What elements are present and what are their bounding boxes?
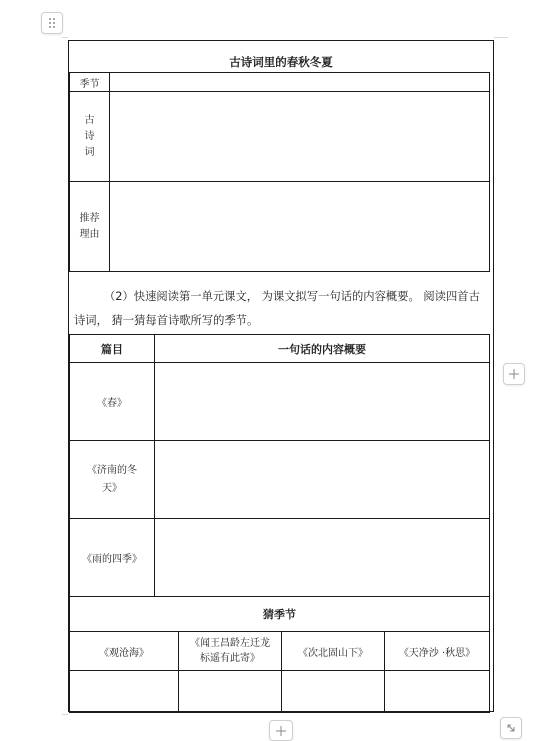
poem-title-cell [282, 632, 385, 671]
text-title-line: 天》 [102, 482, 122, 494]
poem-title-line: 《观沧海》 [99, 647, 149, 659]
drag-handle-icon [48, 17, 56, 29]
text-title-line: 《春》 [97, 398, 127, 409]
poem-label-char: 词 [84, 146, 95, 158]
text-title-cell [70, 363, 155, 441]
summary-input-cell[interactable] [155, 519, 490, 597]
season-answer-cell[interactable] [385, 671, 490, 713]
drag-handle-button[interactable] [41, 12, 63, 34]
season-answer-cell[interactable] [179, 671, 282, 713]
col-header-title: 篇目 [70, 335, 155, 363]
resize-icon [506, 723, 516, 733]
text-summary-table [69, 334, 490, 597]
document-table-frame [68, 40, 494, 712]
reason-input-cell[interactable] [110, 182, 490, 272]
plus-icon [276, 726, 286, 736]
poem-label-char: 古 [84, 114, 95, 126]
table3-title: 猜季节 [70, 597, 490, 632]
guess-season-table [69, 596, 490, 713]
poem-season-table [69, 72, 490, 272]
poem-title-line: 《次北固山下》 [298, 647, 368, 659]
poem-input-cell[interactable] [110, 92, 490, 182]
poem-title-line: 《闻王昌龄左迁龙 [190, 638, 270, 649]
poem-label-char: 诗 [84, 130, 95, 142]
season-answer-cell[interactable] [70, 671, 179, 713]
poem-title-line: 标遥有此寄》 [200, 653, 260, 664]
resize-handle-button[interactable] [500, 717, 522, 739]
reason-label-line: 推荐 [79, 212, 100, 224]
text-title-cell [70, 519, 155, 597]
season-input-cell[interactable] [110, 73, 490, 92]
instruction-paragraph [74, 285, 494, 309]
add-row-button[interactable] [269, 720, 293, 741]
instruction-line: 诗词， 猜一猜每首诗歌所写的季节。 [74, 314, 259, 327]
summary-input-cell[interactable] [155, 363, 490, 441]
text-title-line: 《济南的冬 [87, 464, 137, 476]
season-label-cell: 季节 [70, 73, 110, 92]
reason-label-line: 理由 [79, 228, 100, 240]
season-answer-cell[interactable] [282, 671, 385, 713]
poem-label-cell [70, 92, 110, 182]
page-corner-mark [494, 37, 508, 38]
poem-title-line: 《天净沙 ·秋思》 [398, 647, 476, 659]
page-corner-mark [62, 714, 68, 715]
instruction-line: （2）快速阅读第一单元课文， 为课文拟写一句话的内容概要。 阅读四首古 [104, 290, 480, 303]
table1-title: 古诗词里的春秋冬夏 [229, 55, 333, 69]
reason-label-cell [70, 182, 110, 272]
summary-input-cell[interactable] [155, 441, 490, 519]
poem-title-cell [179, 632, 282, 671]
text-title-line: 《雨的四季》 [82, 554, 142, 565]
page-corner-mark [62, 37, 68, 38]
plus-icon [509, 369, 519, 379]
col-header-summary: 一句话的内容概要 [155, 335, 490, 363]
poem-title-cell [385, 632, 490, 671]
add-column-button[interactable] [503, 363, 525, 385]
poem-title-cell [70, 632, 179, 671]
text-title-cell [70, 441, 155, 519]
